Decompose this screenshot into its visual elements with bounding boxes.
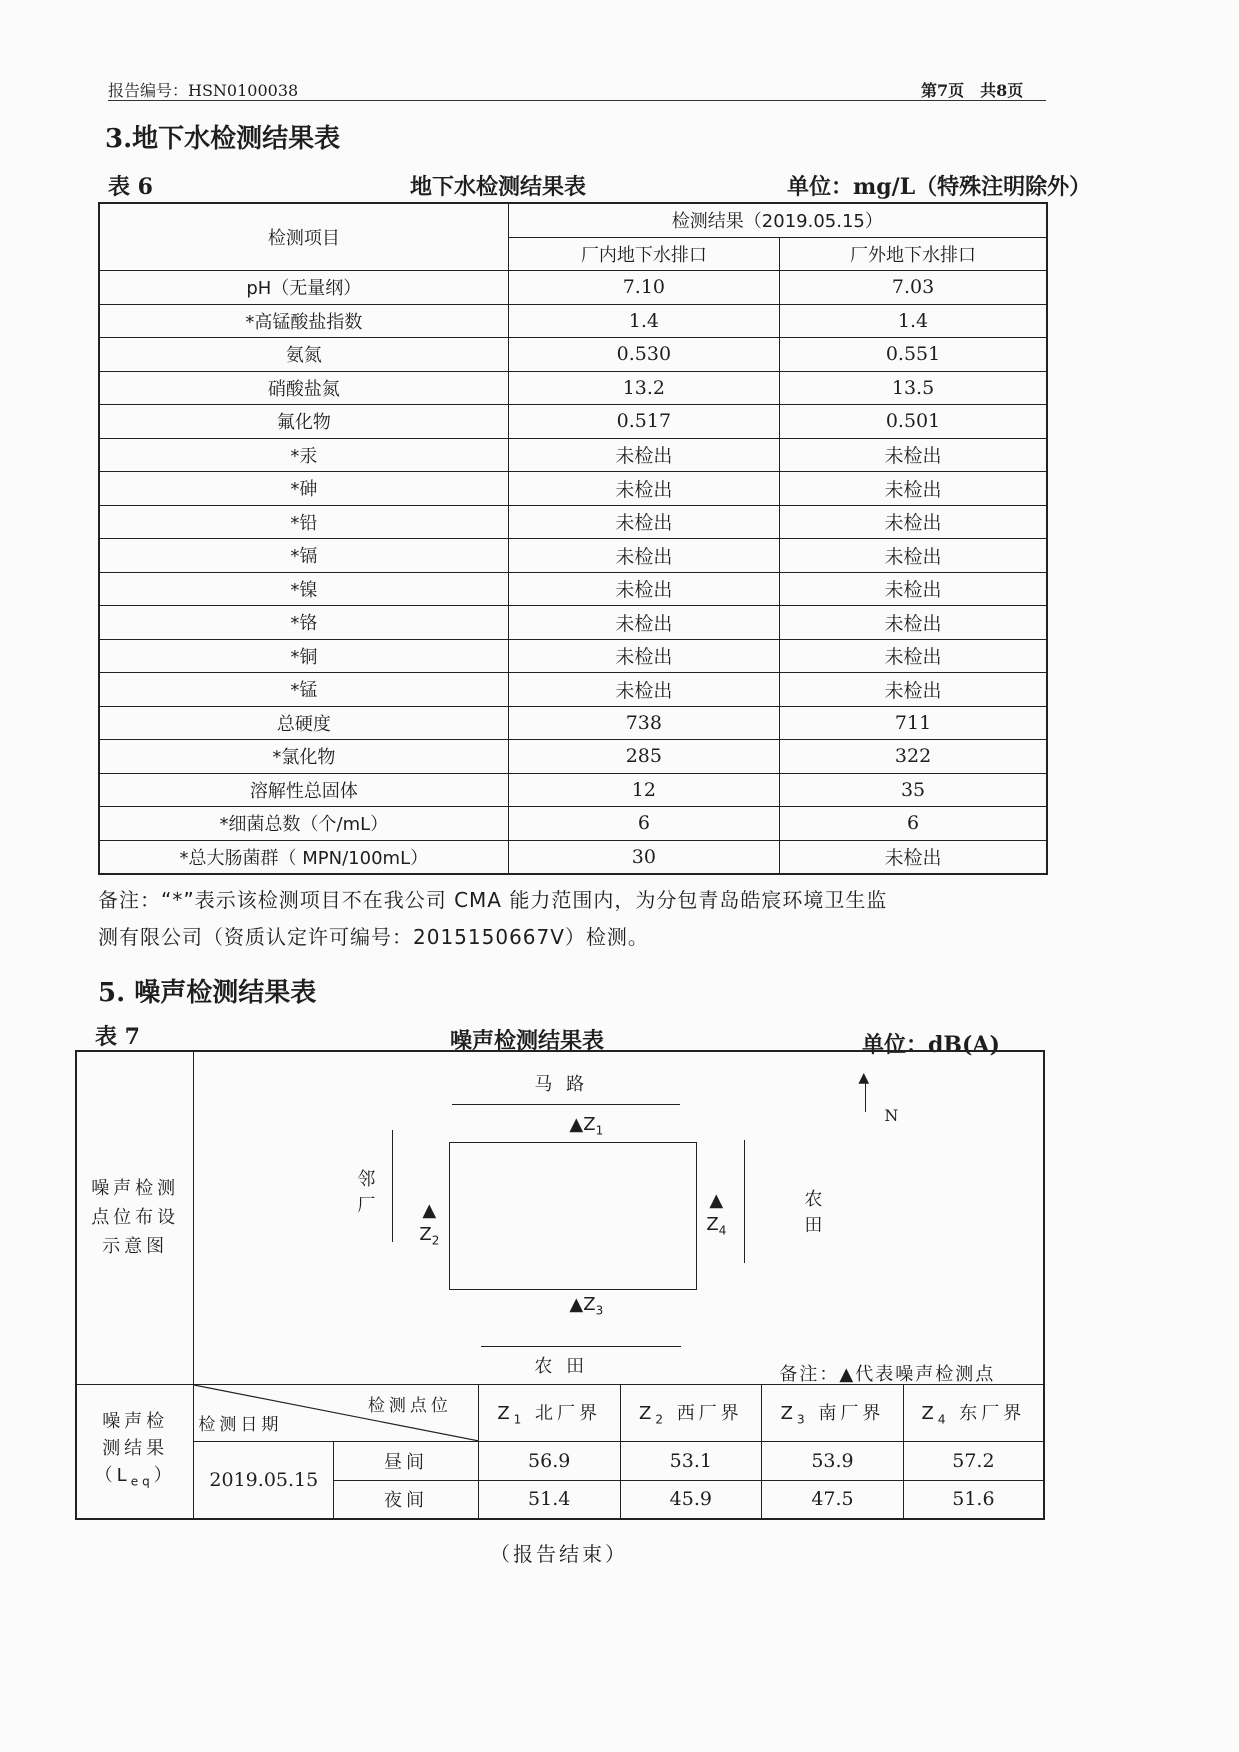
- row-item-cell: *细菌总数（个/mL）: [99, 807, 508, 841]
- row-item-cell: *镍: [99, 572, 508, 606]
- row-value-cell: 未检出: [780, 840, 1047, 874]
- header-diagonal-cell: [194, 1384, 478, 1441]
- row-item-cell: 硝酸盐氮: [99, 371, 508, 405]
- period-night: 夜间: [334, 1480, 479, 1519]
- row-item-cell: *铬: [99, 606, 508, 640]
- row-value-cell: 738: [508, 706, 779, 740]
- table-row: [99, 505, 1047, 539]
- value-cell: 45.9: [620, 1480, 762, 1519]
- row-item-cell: *砷: [99, 472, 508, 506]
- row-value-cell: 未检出: [508, 472, 779, 506]
- table-7-unit: 单位：dB(A): [862, 1032, 1000, 1058]
- col-date-label: 检测日期: [198, 1415, 283, 1435]
- road-label: 马 路: [534, 1074, 589, 1095]
- z2-header: $Z_2$ 西厂界: [620, 1384, 762, 1441]
- row-value-cell: 未检出: [508, 539, 779, 573]
- value-cell: 51.6: [903, 1480, 1044, 1519]
- row-value-cell: 未检出: [780, 472, 1047, 506]
- point-z4: $Z_4$: [706, 1214, 727, 1238]
- value-cell: 53.1: [620, 1442, 762, 1481]
- table-6-title: 地下水检测结果表: [410, 174, 587, 200]
- factory-boundary: [449, 1142, 697, 1290]
- note-line-2: 测有限公司（资质认定许可编号：2015150667V）检测。: [98, 925, 649, 949]
- table-7-title: 噪声检测结果表: [450, 1028, 605, 1054]
- table-7-number: 表 7: [95, 1024, 140, 1050]
- section-5-title: 5. 噪声检测结果表: [98, 978, 317, 1008]
- table-row: [99, 304, 1047, 338]
- row-value-cell: 711: [780, 706, 1047, 740]
- row-value-cell: 未检出: [508, 438, 779, 472]
- site-diagram-cell: [194, 1051, 1044, 1384]
- row-value-cell: 6: [780, 807, 1047, 841]
- row-item-cell: *镉: [99, 539, 508, 573]
- row-value-cell: 未检出: [780, 606, 1047, 640]
- row-value-cell: 0.530: [508, 338, 779, 372]
- row-item-cell: 溶解性总固体: [99, 773, 508, 807]
- row-value-cell: 1.4: [780, 304, 1047, 338]
- table-row: [99, 606, 1047, 640]
- col-point-label: 检测点位: [367, 1395, 452, 1416]
- table-6-number: 表 6: [108, 174, 153, 200]
- north-label: N: [884, 1106, 899, 1125]
- table-row: [99, 371, 1047, 405]
- col-outside-header: 厂外地下水排口: [780, 237, 1047, 271]
- header-rule: [108, 100, 1046, 101]
- row-value-cell: 未检出: [780, 505, 1047, 539]
- note-line-1: 备注：“*”表示该检测项目不在我公司 CMA 能力范围内，为分包青岛皓宸环境卫生监: [98, 888, 888, 912]
- row-value-cell: 1.4: [508, 304, 779, 338]
- table-row: [99, 338, 1047, 372]
- col-inside-header: 厂内地下水排口: [508, 237, 779, 271]
- table-row: [99, 773, 1047, 807]
- point-z2: $Z_2$: [419, 1224, 440, 1248]
- diagram-label-cell: [76, 1051, 194, 1384]
- row-item-cell: *铅: [99, 505, 508, 539]
- z4-header: $Z_4$ 东厂界: [903, 1384, 1044, 1441]
- value-cell: 47.5: [762, 1480, 904, 1519]
- table-row: [99, 539, 1047, 573]
- report-end: （报告结束）: [490, 1542, 628, 1566]
- row-value-cell: 未检出: [508, 505, 779, 539]
- result-label-cell: 噪声检 测结果 $(L_{eq})$: [76, 1384, 194, 1519]
- triangle-icon: ▲: [569, 1114, 584, 1135]
- point-z2-triangle: [422, 1200, 436, 1221]
- z1-header: $Z_1$ 北厂界: [478, 1384, 620, 1441]
- date-cell: 2019.05.15: [194, 1442, 334, 1520]
- row-value-cell: 未检出: [508, 673, 779, 707]
- south-boundary-line: [481, 1346, 681, 1347]
- site-diagram: [194, 1052, 1046, 1385]
- value-cell: 57.2: [903, 1442, 1044, 1481]
- row-item-cell: *高锰酸盐指数: [99, 304, 508, 338]
- row-item-cell: *汞: [99, 438, 508, 472]
- page-info: 第7页 共8页: [921, 81, 1024, 100]
- row-item-cell: 氨氮: [99, 338, 508, 372]
- row-value-cell: 未检出: [780, 438, 1047, 472]
- road-line: [452, 1104, 680, 1105]
- legend-note: 备注：▲代表噪声检测点: [779, 1364, 996, 1385]
- row-value-cell: 35: [780, 773, 1047, 807]
- report-number: 报告编号：HSN0100038: [108, 81, 299, 100]
- triangle-icon: ▲: [422, 1200, 437, 1221]
- row-value-cell: 未检出: [508, 572, 779, 606]
- diagram-label-2: 点位布设: [91, 1207, 180, 1229]
- section-3-title: 3.地下水检测结果表: [105, 124, 341, 154]
- row-value-cell: 未检出: [508, 606, 779, 640]
- table-row: [99, 706, 1047, 740]
- row-value-cell: 未检出: [780, 539, 1047, 573]
- point-z3: $▲Z_3$: [569, 1294, 604, 1318]
- table-row: [99, 639, 1047, 673]
- value-cell: 56.9: [478, 1442, 620, 1481]
- point-z4-triangle: [709, 1190, 723, 1211]
- col-item-header: 检测项目: [99, 203, 508, 271]
- east-field-label: 农 田: [804, 1189, 827, 1236]
- row-value-cell: 6: [508, 807, 779, 841]
- triangle-icon: ▲: [569, 1294, 584, 1315]
- value-cell: 51.4: [478, 1480, 620, 1519]
- noise-table: [75, 1050, 1045, 1520]
- groundwater-table: [98, 202, 1048, 875]
- table-row: [99, 405, 1047, 439]
- table-row: [99, 572, 1047, 606]
- table-row: [99, 438, 1047, 472]
- diagram-label-1: 噪声检测: [91, 1178, 180, 1200]
- col-result-header: 检测结果（2019.05.15）: [508, 203, 1047, 237]
- triangle-icon: ▲: [709, 1190, 724, 1211]
- period-day: 昼间: [334, 1442, 479, 1481]
- row-value-cell: 未检出: [780, 673, 1047, 707]
- point-z1: $▲Z_1$: [569, 1114, 604, 1138]
- row-item-cell: pH（无量纲）: [99, 271, 508, 305]
- row-value-cell: 13.5: [780, 371, 1047, 405]
- row-value-cell: 30: [508, 840, 779, 874]
- row-value-cell: 7.10: [508, 271, 779, 305]
- row-item-cell: *锰: [99, 673, 508, 707]
- table-6-note: [98, 882, 1058, 956]
- south-field-label: 农 田: [534, 1356, 589, 1377]
- row-value-cell: 285: [508, 740, 779, 774]
- row-value-cell: 7.03: [780, 271, 1047, 305]
- row-value-cell: 0.517: [508, 405, 779, 439]
- z3-header: $Z_3$ 南厂界: [762, 1384, 904, 1441]
- row-value-cell: 12: [508, 773, 779, 807]
- row-item-cell: *铜: [99, 639, 508, 673]
- table-row: [99, 472, 1047, 506]
- row-value-cell: 未检出: [780, 572, 1047, 606]
- neighbor-boundary-line: [392, 1130, 393, 1242]
- table-row: [99, 840, 1047, 874]
- east-boundary-line: [744, 1140, 745, 1263]
- row-value-cell: 322: [780, 740, 1047, 774]
- diagram-label-3: 示意图: [102, 1236, 169, 1258]
- row-item-cell: *氯化物: [99, 740, 508, 774]
- table-row: [99, 673, 1047, 707]
- row-value-cell: 13.2: [508, 371, 779, 405]
- value-cell: 53.9: [762, 1442, 904, 1481]
- table-row: [99, 740, 1047, 774]
- row-item-cell: 氟化物: [99, 405, 508, 439]
- table-6-unit: 单位：mg/L（特殊注明除外）: [787, 174, 1092, 200]
- row-value-cell: 未检出: [780, 639, 1047, 673]
- neighbor-label: 邻 厂: [357, 1169, 380, 1216]
- table-row: [99, 807, 1047, 841]
- row-value-cell: 0.501: [780, 405, 1047, 439]
- row-item-cell: *总大肠菌群（ MPN/100mL）: [99, 840, 508, 874]
- row-value-cell: 未检出: [508, 639, 779, 673]
- row-item-cell: 总硬度: [99, 706, 508, 740]
- north-arrow-icon: ▲: [858, 1070, 870, 1086]
- row-value-cell: 0.551: [780, 338, 1047, 372]
- table-row: [99, 271, 1047, 305]
